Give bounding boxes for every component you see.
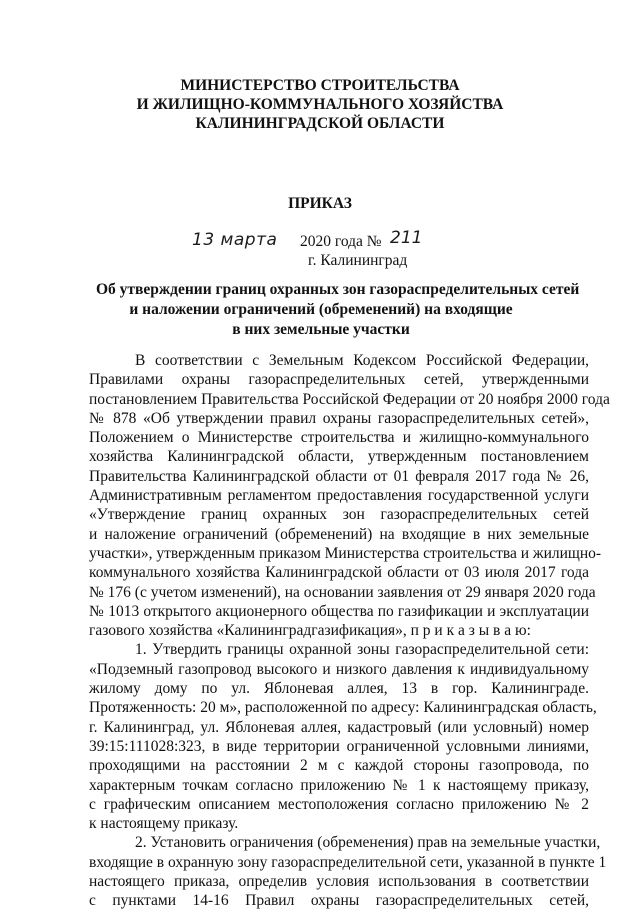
title-line: и наложении ограничений (обременений) на входящие — [129, 301, 513, 318]
body-line: 2. Установить ограничения (обременения) прав на земельные участки, — [135, 834, 601, 852]
document-title — [96, 280, 580, 340]
body-line: характерным точкам согласно приложению № 1 к настоящему приказу, — [89, 776, 589, 794]
ministry-header — [0, 76, 640, 133]
date-line: 2020 года № — [300, 233, 382, 250]
title-line: Об утверждении границ охранных зон газораспределительных сетей — [96, 281, 580, 298]
handwritten-date: 13 марта — [192, 230, 278, 250]
body-line: входящие в охранную зону газораспределительной сети, указанной в пункте 1 — [89, 853, 607, 871]
body-line: Протяженность: 20 м», расположенной по адресу: Калининградская область, — [89, 699, 597, 717]
ministry-line: И ЖИЛИЩНО-КОММУНАЛЬНОГО ХОЗЯЙСТВА — [136, 96, 504, 113]
ministry-line: КАЛИНИНГРАДСКОЙ ОБЛАСТИ — [195, 115, 445, 132]
body-line: Положением о Министерстве строительства и жилищно-коммунального — [89, 429, 589, 447]
place-of-issue: г. Калининград — [308, 252, 408, 269]
document-type: ПРИКАЗ — [288, 195, 352, 212]
body-line: хозяйства Калининградской области, утвержденным постановлением — [89, 448, 589, 466]
body-line: с пунктами 14-16 Правил охраны газораспределительных сетей, — [89, 892, 589, 910]
body-line: к настоящему приказу. — [89, 815, 239, 833]
body-line: 1. Утвердить границы охранной зоны газораспределительной сети: — [135, 641, 589, 659]
body-line: № 878 «Об утверждении правил охраны газораспределительных сетей», — [89, 409, 589, 427]
body-line: с графическим описанием местоположения согласно приложению № 2 — [89, 795, 589, 813]
body-line: постановлением Правительства Российской Федерации от 20 ноября 2000 года — [89, 390, 610, 408]
body-line: проходящими на расстоянии 2 м с каждой стороны газопровода, по — [89, 757, 589, 775]
body-line: № 176 (с учетом изменений), на основании заявления от 29 января 2020 года — [89, 583, 596, 601]
body-line: Правительства Калининградской области от 01 февраля 2017 года № 26, — [89, 467, 589, 485]
document-body — [89, 351, 610, 911]
body-line: газового хозяйства «Калининградгазификация», п р и к а з ы в а ю: — [89, 622, 531, 640]
body-line: и наложение ограничений (обременений) на входящие в них земельные — [89, 525, 589, 543]
body-line: № 1013 открытого акционерного общества по газификации и эксплуатации — [89, 602, 589, 620]
body-line: г. Калининград, ул. Яблоневая аллея, кадастровый (или условный) номер — [89, 718, 589, 736]
body-line: участки», утвержденным приказом Министерства строительства и жилищно- — [89, 544, 602, 562]
body-line: В соответствии с Земельным Кодексом Российской Федерации, — [135, 352, 589, 369]
handwritten-number: 211 — [390, 228, 423, 248]
body-line: «Утверждение границ охранных зон газораспределительных сетей — [89, 506, 589, 524]
body-line: Правилами охраны газораспределительных сетей, утвержденными — [89, 371, 589, 389]
title-line: в них земельные участки — [232, 321, 410, 338]
body-line: настоящего приказа, определив условия использования в соответствии — [89, 873, 589, 891]
ministry-line: МИНИСТЕРСТВО СТРОИТЕЛЬСТВА — [180, 77, 460, 94]
body-line: 39:15:111028:323, в виде территории ограниченной условными линиями, — [89, 737, 589, 755]
body-line: «Подземный газопровод высокого и низкого давления к индивидуальному — [89, 660, 589, 678]
body-line: коммунального хозяйства Калининградской области от 03 июля 2017 года — [89, 564, 589, 582]
body-line: Административным регламентом предоставления государственной услуги — [89, 487, 589, 505]
body-line: жилому дому по ул. Яблоневая аллея, 13 в гор. Калининграде. — [89, 680, 589, 698]
